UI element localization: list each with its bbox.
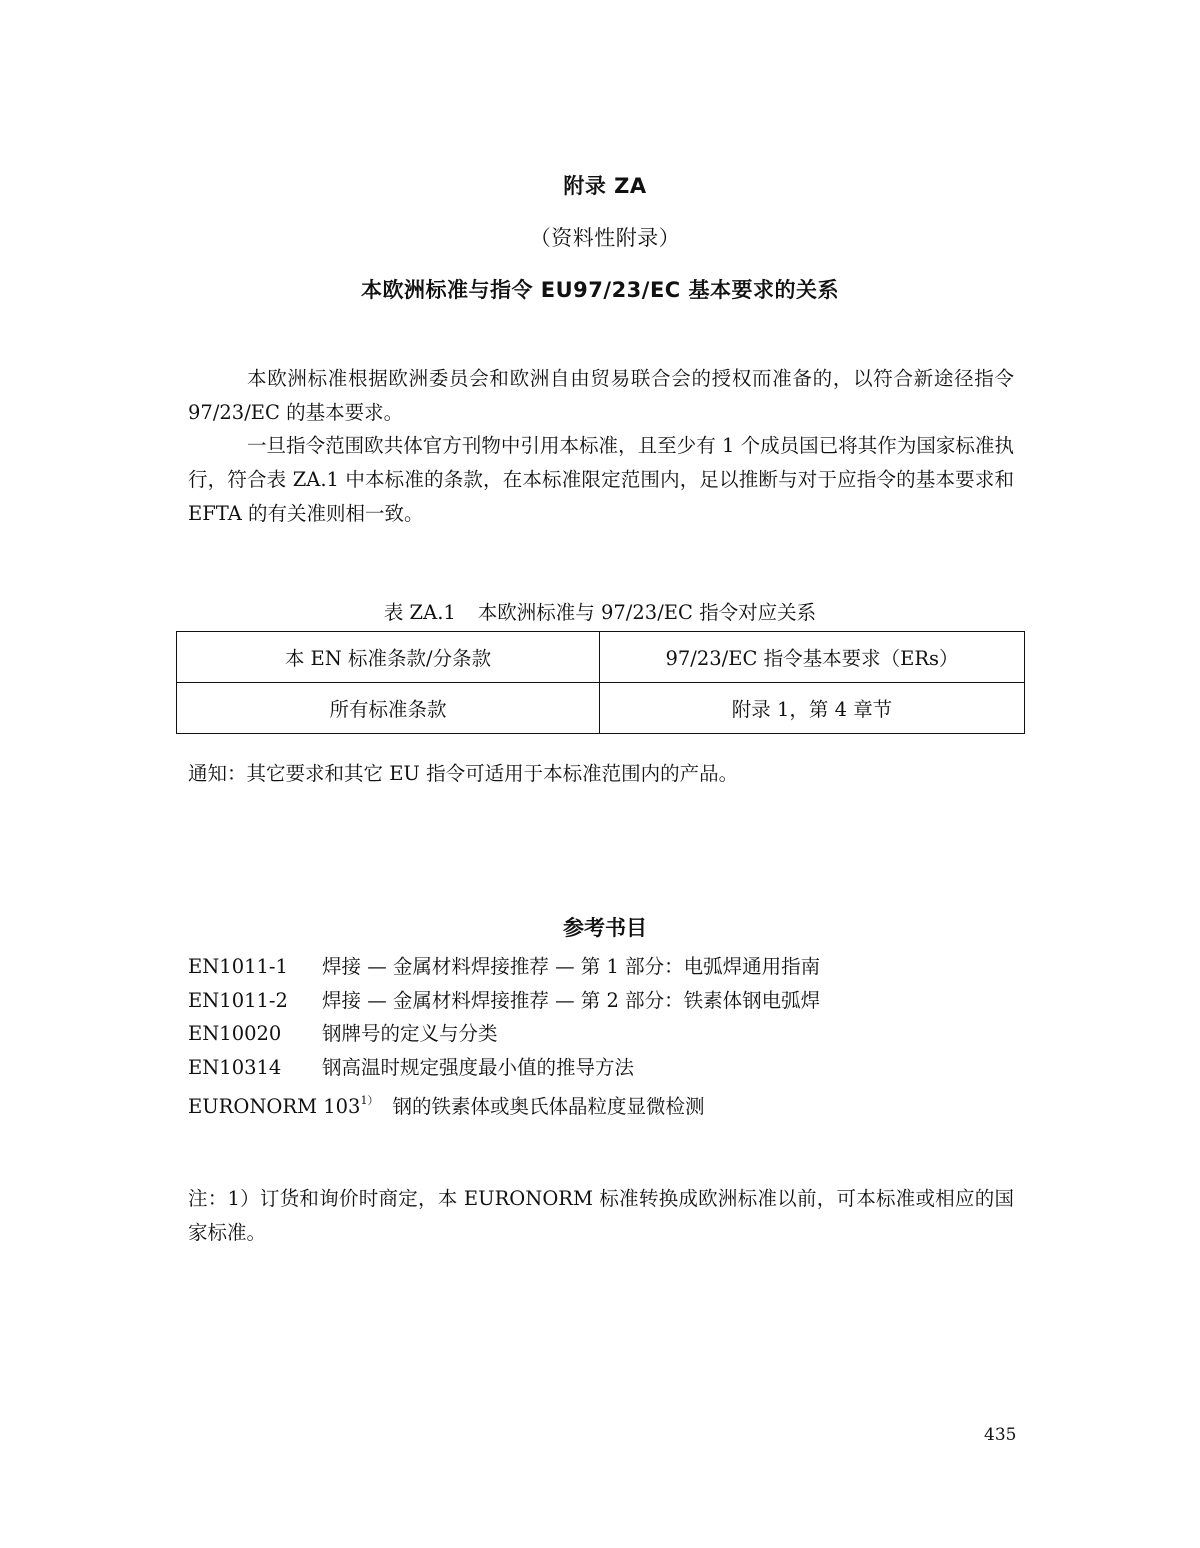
table-caption-id: 表 ZA.1 [383, 601, 456, 624]
reference-code: EN10314 [188, 1055, 282, 1079]
table-header-cell: 本 EN 标准条款/分条款 [177, 632, 600, 683]
intro-paragraph-2: 一旦指令范围欧共体官方刊物中引用本标准，且至少有 1 个成员国已将其作为国家标准执行，符合表 ZA.1 中本标准的条款，在本标准限定范围内，足以推断与对于应指令的基本要求和 EFTA 的有关准则相一致。 [188, 434, 1014, 525]
list-item [188, 1017, 820, 1051]
reference-description: 钢牌号的定义与分类 [322, 1022, 498, 1045]
annex-heading: 本欧洲标准与指令 EU97/23/EC 基本要求的关系 [360, 278, 840, 302]
intro-paragraph-1: 本欧洲标准根据欧洲委员会和欧洲自由贸易联合会的授权而准备的，以符合新途径指令 97/23/EC 的基本要求。 [188, 367, 1014, 424]
table-row [177, 683, 1025, 734]
table-caption [0, 597, 1200, 625]
table-cell: 附录 1，第 4 章节 [600, 683, 1025, 734]
reference-code: EN10020 [188, 1022, 282, 1045]
footnote-text: 注：1）订货和询价时商定，本 EURONORM 标准转换成欧洲标准以前，可本标准或相应的国家标准。 [188, 1187, 1014, 1244]
reference-code: EURONORM 103 [188, 1095, 361, 1118]
table-header-row [177, 632, 1025, 683]
bibliography-list [188, 950, 820, 1118]
reference-description: 焊接 — 金属材料焊接推荐 — 第 1 部分：电弧焊通用指南 [322, 955, 821, 978]
reference-code-with-note [188, 1084, 378, 1124]
footnote-marker: 1） [360, 1094, 379, 1107]
list-item [188, 984, 820, 1018]
notice-text: 通知：其它要求和其它 EU 指令可适用于本标准范围内的产品。 [188, 762, 739, 785]
list-item [188, 950, 820, 984]
reference-description: 焊接 — 金属材料焊接推荐 — 第 2 部分：铁素体钢电弧焊 [322, 988, 821, 1012]
reference-description: 钢的铁素体或奥氏体晶粒度显微检测 [392, 1095, 705, 1118]
page-number: 435 [984, 1425, 1017, 1445]
bibliography-title: 参考书目 [563, 916, 647, 940]
table-cell: 所有标准条款 [177, 683, 600, 734]
reference-description: 钢高温时规定强度最小值的推导方法 [322, 1055, 635, 1079]
list-item [188, 1051, 820, 1085]
annex-subtitle: （资料性附录） [529, 226, 681, 250]
relationship-table [176, 631, 1025, 734]
reference-code: EN1011-2 [188, 988, 288, 1012]
table-header-cell: 97/23/EC 指令基本要求（ERs） [600, 632, 1025, 683]
reference-code: EN1011-1 [188, 955, 288, 978]
annex-title: 附录 ZA [563, 174, 647, 198]
list-item [188, 1084, 820, 1118]
table-caption-text: 本欧洲标准与 97/23/EC 指令对应关系 [477, 601, 817, 624]
